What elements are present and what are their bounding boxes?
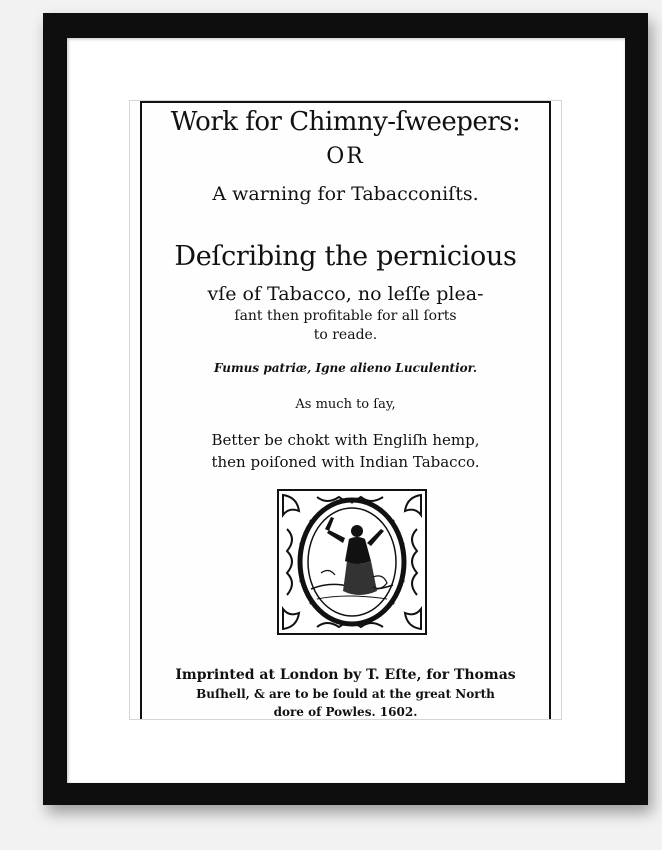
imprint-line-2: Buſhell, & are to be ſould at the great North (196, 687, 495, 701)
book-subtitle: A warning for Tabacconiſts. (212, 183, 479, 205)
as-much-to-say: As much to ſay, (295, 397, 396, 412)
title-page-print (129, 100, 562, 720)
describing-line-2: vſe of Tabacco, no leſſe plea- (207, 283, 484, 305)
printers-device-woodcut-icon (277, 489, 427, 635)
imprint-line-1: Imprinted at London by T. Eſte, for Thomas (175, 667, 516, 683)
describing-line-3: ſant then profitable for all ſorts (234, 308, 457, 324)
describing-line-4: to reade. (313, 327, 378, 343)
top-border-rule (140, 101, 551, 103)
book-title: Work for Chimny-ſweepers: (170, 107, 521, 137)
title-or: OR (326, 144, 365, 169)
better-line-1: Better be chokt with Engliſh hemp, (211, 431, 480, 449)
better-line-2: then poiſoned with Indian Tabacco. (211, 453, 480, 471)
describing-line-1: Deſcribing the pernicious (174, 241, 517, 272)
latin-motto: Fumus patriæ, Igne alieno Luculentior. (213, 361, 478, 375)
imprint-line-3: dore of Powles. 1602. (273, 705, 418, 719)
